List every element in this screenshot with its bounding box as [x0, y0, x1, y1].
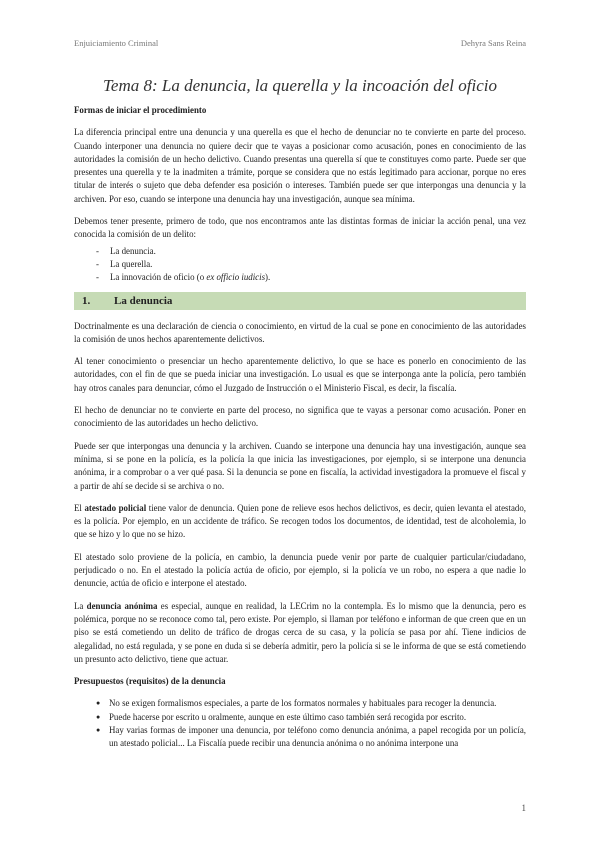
paragraph: La denuncia anónima es especial, aunque en realidad, la LECrim no la contempla. Es lo mismo que la denuncia, pero es polémica, porque no se reconoce como tal, pero existe. Por ejemplo, si llaman por teléfono e informan de que creen que en un piso se está cometiendo un delito de tráfico de drogas cerca de su casa, y la policía se pasa por ahí. Tiene indicios de alegalidad, no está regulada, y se pone en duda si se debería admitir, pero la policía si se le informa de que se está cometiendo un presunto acto delictivo, tiene que actuar.: [74, 600, 526, 664]
presupuestos-list: [74, 697, 526, 750]
term-atestado: atestado policial: [84, 502, 147, 513]
list-item: - La querella.: [96, 258, 526, 271]
intro-heading: Formas de iniciar el procedimiento: [74, 105, 207, 115]
list-item: - La innovación de oficio (o ex officio iudicis).: [96, 271, 526, 284]
list-item: ● Puede hacerse por escrito u oralmente, aunque en este último caso también será recogida por escrito.: [96, 711, 526, 724]
paragraph: El atestado solo proviene de la policía, en cambio, la denuncia puede venir por parte de cualquier particular/ciudadano, perjudicado o no. En el atestado la policía actúa de oficio, por ejemplo, si la policía ve un robo, no espera a que nadie lo denuncie, actúa de oficio e interpone el atestado.: [74, 551, 526, 589]
section-title: La denuncia: [114, 294, 173, 307]
list-item: - La denuncia.: [96, 245, 526, 258]
paragraph: Doctrinalmente es una declaración de ciencia o conocimiento, en virtud de la cual se pone en conocimiento de las autoridades la comisión de unos hechos aparentemente delictivos.: [74, 320, 526, 344]
header-author: Dehyra Sans Reina: [460, 38, 526, 48]
document-title: Tema 8: La denuncia, la querella y la incoación del oficio: [103, 76, 497, 95]
section-heading: [74, 292, 526, 310]
intro-paragraph-2: Debemos tener presente, primero de todo, que nos encontramos ante las distintas formas de iniciar la acción penal, una vez conocida la comisión de un delito:: [74, 216, 526, 240]
header-course: Enjuiciamiento Criminal: [74, 38, 159, 48]
paragraph: El hecho de denunciar no te convierte en parte del proceso, no significa que te vayas a personar como acusación. Poner en conocimiento de las autoridades un hecho delictivo.: [74, 405, 526, 429]
section-number: 1.: [82, 294, 91, 307]
action-forms-list: [74, 245, 526, 285]
intro-paragraph-1: La diferencia principal entre una denuncia y una querella es que el hecho de denunciar no te convierte en parte del proceso. Cuando interponer una denuncia no quiere decir que te vayas a posicionar como acusación, pones en conocimiento de las autoridades la comisión de un hecho delictivo. Cuando presentas una querella sí que te constituyes como parte. Puede ser que presentes una querella y te la inadmiten a trámite, porque se considera que no estás legitimado para accionar, porque no eres titular de interés o sujeto que deba defender esa posición o intereses. También puede ser que interpongas una denuncia y la archiven. Por eso, cuando se interpone una denuncia hay una investigación, aunque sea mínima.: [74, 127, 526, 204]
paragraph: El atestado policial tiene valor de denuncia. Quien pone de relieve esos hechos delictivos, es decir, quien levanta el atestado, es la policía. Por ejemplo, en un accidente de tráfico. Se recogen todos los documentos, de identidad, test de alcoholemia, lo que se hizo y lo que no se hizo.: [74, 502, 526, 540]
list-item: ● No se exigen formalismos especiales, a parte de los formatos normales y habituales para recoger la denuncia.: [96, 697, 526, 710]
presupuestos-heading: Presupuestos (requisitos) de la denuncia: [74, 676, 226, 687]
paragraph: Al tener conocimiento o presenciar un hecho aparentemente delictivo, lo que se hace es ponerlo en conocimiento de las autoridades, con el fin de que se pueda iniciar una investigación. Lo usual es que se interponga ante la policía, pero también hay otros canales para denunciar, cómo el Juzgado de Instrucción o el Ministerio Fiscal, es decir, la fiscalía.: [74, 356, 526, 393]
document-body: [74, 104, 526, 751]
page-header: [74, 38, 526, 50]
page-number: 1: [521, 803, 526, 813]
term-denuncia-anonima: denuncia anónima: [86, 600, 158, 611]
paragraph: Puede ser que interpongas una denuncia y la archiven. Cuando se interpone una denuncia hay una investigación, aunque sea mínima, si se pone en la policía, es la policía la que inicia las investigaciones, por ejemplo, si se interpone una denuncia anónima, ir a comprobar o a ver qué pasa. Si la denuncia se pone en fiscalía, la actividad investigadora la promueve el fiscal y a partir de ahí se decide si se archiva o no.: [74, 440, 526, 491]
list-item: ● Hay varias formas de imponer una denuncia, por teléfono como denuncia anónima, a papel recogida por un policía, un atestado policial... La Fiscalía puede recibir una denuncia anónima o no anónima interpone una: [96, 724, 526, 751]
